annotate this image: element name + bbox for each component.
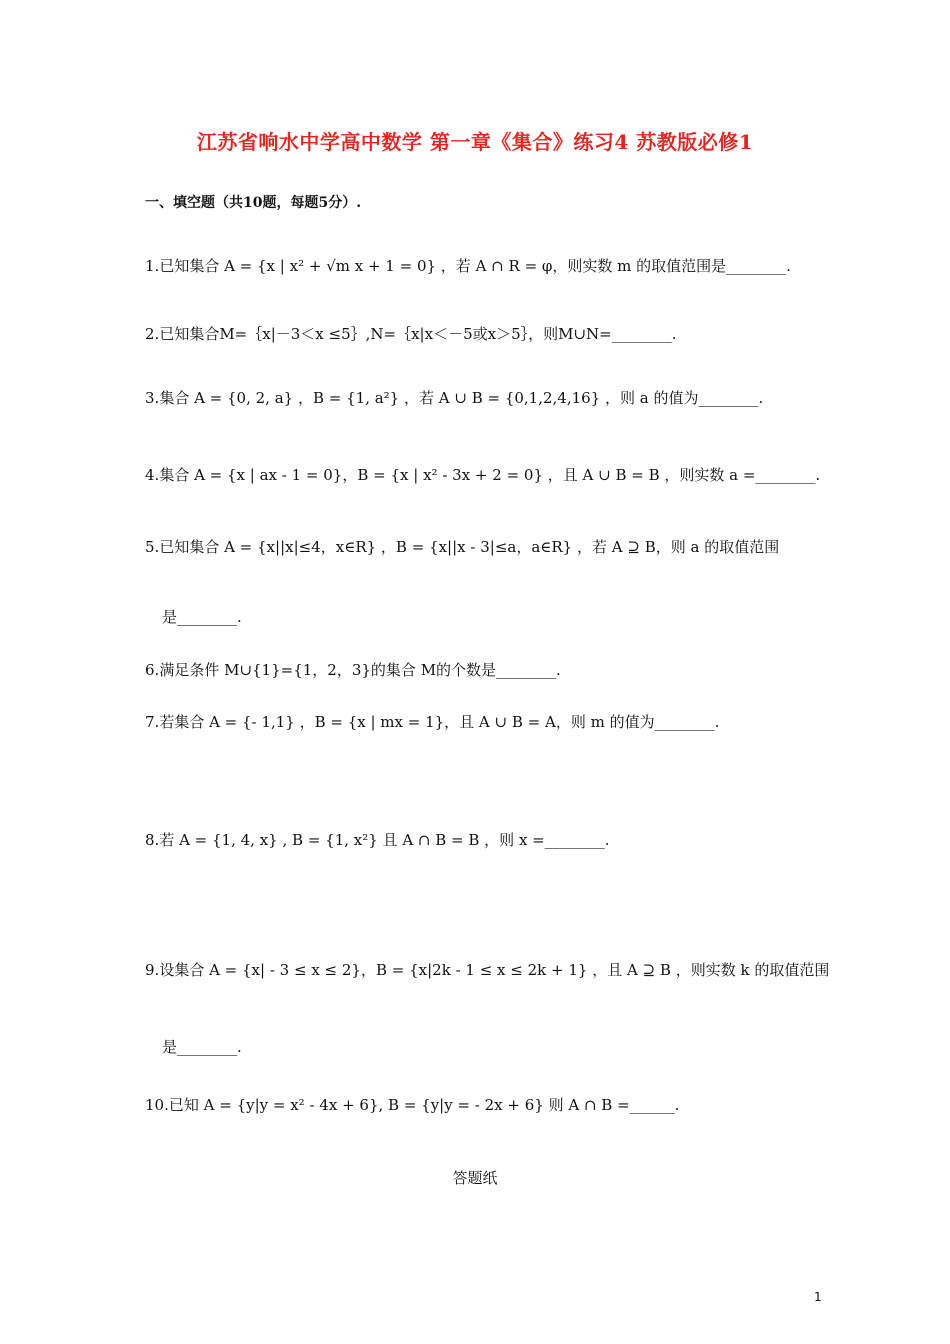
question-number: 3. [145,389,160,407]
page-number: 1 [814,1290,822,1304]
document-title: 江苏省响水中学高中数学 第一章《集合》练习4 苏教版必修1 [196,130,754,154]
question-number: 6. [145,661,160,679]
question-number: 5. [145,538,160,556]
question-8 [145,828,610,852]
question-number: 4. [145,466,160,484]
question-text: 集合 A = {x | ax - 1 = 0}，B = {x | x² - 3x + 2 = 0} ，且 A ∪ B = B ，则实数 a =________. [159,466,821,484]
question-number: 1. [145,257,160,275]
question-text: 集合 A = {0, 2, a} ，B = {1, a²} ，若 A ∪ B = {0,1,2,4,16} ，则 a 的值为________. [159,389,764,407]
question-number: 2. [145,325,160,343]
question-text: 若集合 A = {- 1,1} ，B = {x | mx = 1}，且 A ∪ B = A，则 m 的值为________. [159,713,720,731]
question-text: 已知集合 A = {x | x² + √m x + 1 = 0} ，若 A ∩ R = φ，则实数 m 的取值范围是________. [159,257,791,275]
question-9-continuation: 是________. [162,1038,242,1056]
question-text: 满足条件 M∪{1}={1，2，3}的集合 M的个数是________. [159,661,561,679]
question-4 [145,463,820,487]
question-text: 若 A = {1, 4, x} , B = {1, x²} 且 A ∩ B = B ，则 x =________. [159,831,610,849]
question-10 [145,1093,679,1117]
question-3 [145,386,763,410]
question-7 [145,710,719,734]
question-number: 7. [145,713,160,731]
question-number: 9. [145,961,160,979]
question-5 [145,535,779,559]
question-5-continuation: 是________. [162,608,242,626]
question-number: 10. [145,1096,169,1114]
question-text: 设集合 A = {x| - 3 ≤ x ≤ 2}，B = {x|2k - 1 ≤ x ≤ 2k + 1} ，且 A ⊇ B ，则实数 k 的取值范围 [159,961,830,979]
question-text: 已知 A = {y|y = x² - 4x + 6}, B = {y|y = - 2x + 6} 则 A ∩ B =______. [168,1096,680,1114]
question-number: 8. [145,831,160,849]
section-heading: 一、填空题（共10题，每题5分）. [145,195,362,211]
question-2 [145,322,677,346]
question-1 [145,254,791,278]
question-text: 已知集合M=｛x|－3＜x ≤5｝,N=｛x|x＜－5或x＞5｝，则M∪N=________. [159,325,677,343]
question-6 [145,658,561,682]
question-text: 已知集合 A = {x||x|≤4，x∈R} ，B = {x||x - 3|≤a，a∈R} ，若 A ⊇ B，则 a 的取值范围 [159,538,780,556]
question-9 [145,958,829,982]
answer-sheet-label: 答题纸 [452,1169,498,1187]
